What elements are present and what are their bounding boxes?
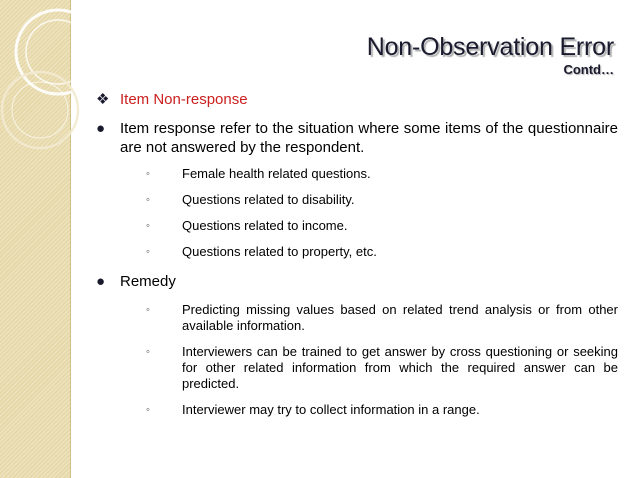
slide-title: Non-Observation Error xyxy=(366,33,614,61)
list-item xyxy=(96,192,618,208)
diamond-bullet-icon: ❖ xyxy=(96,91,110,108)
circle-bullet-icon: ◦ xyxy=(146,168,150,180)
circle-bullet-icon: ◦ xyxy=(146,246,150,258)
item-text: Questions related to disability. xyxy=(182,192,355,207)
disc-bullet-icon: ● xyxy=(96,273,106,290)
list-item xyxy=(96,244,618,260)
item-text: Interviewer may try to collect information in a range. xyxy=(182,402,480,417)
disc-bullet-icon: ● xyxy=(96,120,106,137)
circle-bullet-icon: ◦ xyxy=(146,346,150,358)
item-text: Interviewers can be trained to get answer by cross questioning or seeking for other related information from which the required answer can be predicted. xyxy=(182,344,618,391)
item-text: Female health related questions. xyxy=(182,166,371,181)
list-item xyxy=(96,218,618,234)
slide-subtitle: Contd… xyxy=(563,62,614,77)
item-text: Item Non-response xyxy=(120,91,248,108)
circle-bullet-icon: ◦ xyxy=(146,220,150,232)
item-text: Questions related to income. xyxy=(182,218,348,233)
item-text: Item response refer to the situation where some items of the questionnaire are not answered by the respondent. xyxy=(120,120,618,156)
bullet-list xyxy=(96,90,618,418)
list-item xyxy=(96,90,618,109)
circle-bullet-icon: ◦ xyxy=(146,404,150,416)
list-item xyxy=(96,344,618,392)
list-item xyxy=(96,302,618,334)
item-text: Remedy xyxy=(120,273,176,290)
list-item xyxy=(96,119,618,157)
list-item xyxy=(96,166,618,182)
circle-bullet-icon: ◦ xyxy=(146,304,150,316)
item-text: Questions related to property, etc. xyxy=(182,244,377,259)
item-text: Predicting missing values based on related trend analysis or from other available information. xyxy=(182,302,618,333)
title-block xyxy=(367,32,614,78)
circle-bullet-icon: ◦ xyxy=(146,194,150,206)
list-item xyxy=(96,272,618,291)
list-item xyxy=(96,402,618,418)
